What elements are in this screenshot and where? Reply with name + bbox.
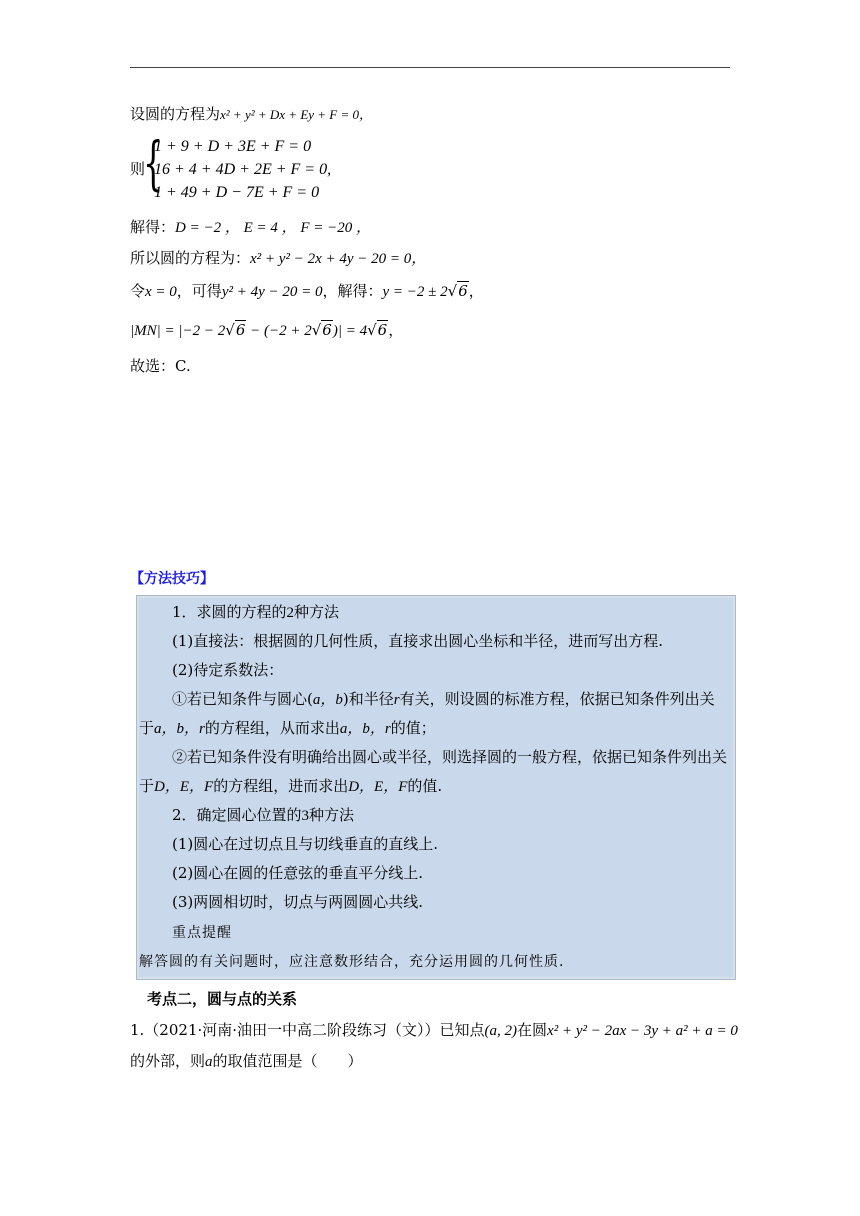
method-tips-title: 【方法技巧】 xyxy=(130,571,214,587)
radicand: 6 xyxy=(322,321,332,339)
question-text: 在圆 xyxy=(517,1021,548,1039)
case-text: ①若已知条件与圆心( xyxy=(172,690,313,708)
section-2-heading: 考点二，圆与点的关系 xyxy=(147,990,298,1008)
sqrt-symbol: √6 xyxy=(311,321,332,339)
radicand: 6 xyxy=(235,321,246,339)
sqrt-symbol: √6 xyxy=(447,282,468,300)
solve-values: D = −2 ， E = 4 ， F = −20 ， xyxy=(175,220,372,236)
case-text: 的值； xyxy=(390,719,436,737)
mn-expr-start: |MN| = |−2 − 2 xyxy=(130,323,226,339)
direct-method: (1)直接法：根据圆的几何性质，直接求出圆心坐标和半径，进而写出方程. xyxy=(172,632,664,650)
solve-line xyxy=(130,217,371,238)
mn-end: ， xyxy=(388,321,404,339)
case-text: 于 xyxy=(139,719,155,737)
case-text: 的值. xyxy=(407,777,443,795)
unknown-vars: D，E，F xyxy=(154,779,214,795)
case-text: 的方程组，从而求出 xyxy=(204,719,340,737)
mn-expr-mid: − (−2 + 2 xyxy=(246,323,312,339)
variable: a xyxy=(205,1054,213,1070)
equation-label: 所以圆的方程为： xyxy=(130,249,251,267)
answer-line: 故选：C. xyxy=(130,357,191,375)
system-label: 则 xyxy=(130,160,146,178)
undetermined-method: (2)待定系数法： xyxy=(172,661,284,679)
system-brace: { xyxy=(143,129,164,197)
heading-number: 2 xyxy=(286,605,295,621)
mn-length-line xyxy=(130,320,403,341)
method-heading-2 xyxy=(172,805,354,826)
x-zero: x = 0 xyxy=(145,284,177,300)
center-vars: a，b xyxy=(312,692,343,708)
intercept-line: 令x = 0，可得y² + 4y − 20 = 0，解得：y = −2 ± 2√6， xyxy=(130,282,484,300)
obtain-text: ，可得 xyxy=(176,282,222,300)
system-eq-2: 16 + 4 + 4D + 2E + F = 0, xyxy=(154,161,332,178)
let-text: 令 xyxy=(130,282,146,300)
general-equation: x² + y² + Dx + Ey + F = 0， xyxy=(220,107,373,122)
question-text: 的外部，则 xyxy=(130,1052,206,1070)
heading-text: 2．确定圆心位置的 xyxy=(172,806,302,824)
case-1-line-1 xyxy=(172,689,715,710)
sqrt-symbol: √6 xyxy=(367,321,388,339)
circle-equation: x² + y² − 2ax − 3y + a² + a = 0 xyxy=(547,1023,738,1039)
case-text: 有关，则设圆的标准方程，依据已知条件列出关 xyxy=(399,690,715,708)
method-heading-1 xyxy=(172,602,339,623)
radius-var: r xyxy=(393,692,400,708)
case-2-line-2 xyxy=(139,776,442,797)
case-text: )和半径 xyxy=(342,690,394,708)
radicand: 6 xyxy=(377,321,388,339)
setup-text: 设圆的方程为 xyxy=(130,105,221,123)
heading-text: 1．求圆的方程的 xyxy=(172,603,287,621)
key-reminder-text: 解答圆的有关问题时，应注意数形结合，充分运用圆的几何性质. xyxy=(139,954,565,970)
sqrt-symbol: √6 xyxy=(225,321,246,339)
solve-label: 解得： xyxy=(130,218,176,236)
circle-equation-setup xyxy=(130,104,372,125)
center-rule-2: (2)圆心在圆的任意弦的垂直平分线上. xyxy=(172,864,424,882)
case-text: 的方程组，进而求出 xyxy=(213,777,349,795)
case-2-line-1: ②若已知条件没有明确给出圆心或半径，则选择圆的一般方程，依据已知条件列出关 xyxy=(172,748,728,766)
y-solution: y = −2 ± 2 xyxy=(382,284,448,300)
mn-expr-result: )| = 4 xyxy=(332,323,368,339)
point: (a, 2) xyxy=(484,1023,518,1039)
system-eq-1: 1 + 9 + D + 3E + F = 0 xyxy=(154,138,312,155)
heading-number: 3 xyxy=(301,808,310,824)
unknown-vars: D，E，F xyxy=(348,779,408,795)
y-quadratic: y² + 4y − 20 = 0 xyxy=(221,284,323,300)
heading-end: 种方法 xyxy=(309,806,355,824)
circle-equation-line xyxy=(130,248,426,269)
radicand: 6 xyxy=(458,282,468,300)
question-text: 的取值范围是（ ） xyxy=(212,1052,363,1070)
case-text: 于 xyxy=(139,777,155,795)
question-1-line-2 xyxy=(130,1051,363,1072)
center-rule-1: (1)圆心在过切点且与切线垂直的直线上. xyxy=(172,835,439,853)
heading-end: 种方法 xyxy=(294,603,340,621)
center-rule-3: (3)两圆相切时，切点与两圆圆心共线. xyxy=(172,893,424,911)
system-eq-3: 1 + 49 + D − 7E + F = 0 xyxy=(154,184,320,201)
solution-label: ，解得： xyxy=(322,282,383,300)
question-text: 1.（2021·河南·油田一中高二阶段练习（文））已知点 xyxy=(130,1021,485,1039)
question-1-line-1 xyxy=(130,1020,738,1041)
header-rule xyxy=(130,67,730,68)
case-1-line-2 xyxy=(139,718,436,739)
unknown-vars: a，b，r xyxy=(339,721,391,737)
unknown-vars: a，b，r xyxy=(154,721,205,737)
key-reminder-title: 重点提醒 xyxy=(172,925,232,941)
circle-equation: x² + y² − 2x + 4y − 20 = 0， xyxy=(250,251,427,267)
